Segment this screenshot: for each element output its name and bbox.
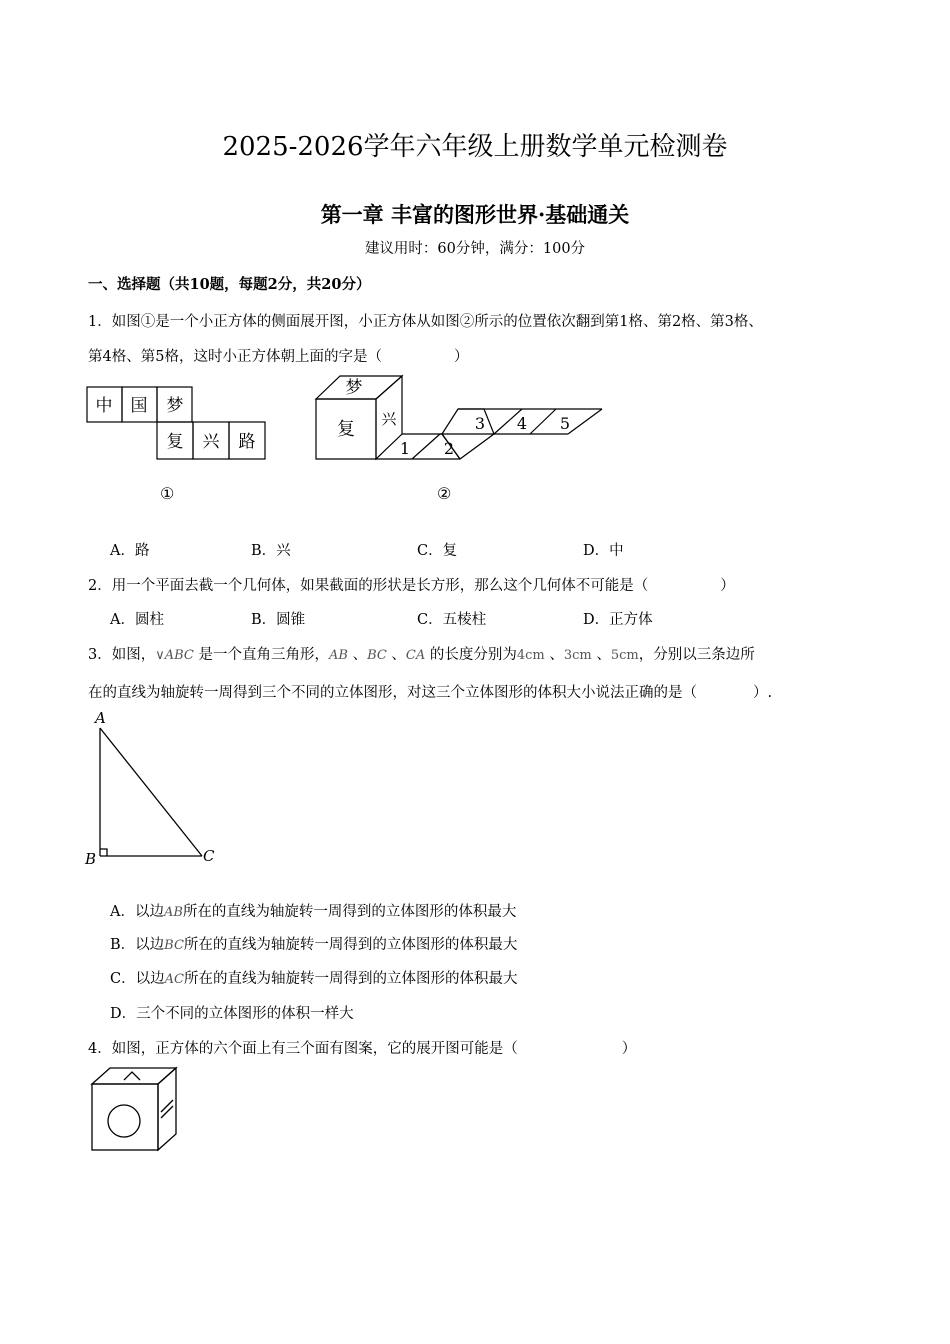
- q3-sep: 、: [352, 647, 368, 663]
- q1-option-c[interactable]: C．复: [417, 543, 458, 559]
- question-1-line-1: 1．如图①是一个小正方体的侧面展开图，小正方体从如图②所示的位置依次翻到第1格、第2格、第3格、: [88, 314, 763, 330]
- option-prefix: C．以边: [110, 971, 165, 987]
- math-abc: ABC: [164, 648, 194, 663]
- question-4-text: [88, 1037, 636, 1058]
- option-math: AC: [164, 972, 184, 987]
- q3-text: 在的直线为轴旋转一周得到三个不同的立体图形，对这三个立体图形的体积大小说法正确的是（: [88, 685, 697, 701]
- length-bc: 3cm: [563, 648, 592, 663]
- stripe-pattern-icon: [161, 1100, 173, 1112]
- q2-option-a[interactable]: A．圆柱: [110, 612, 164, 628]
- question-1-bracket: ）: [453, 349, 469, 365]
- question-2-prompt: 2．用一个平面去截一个几何体，如果截面的形状是长方形，那么这个几何体不可能是（: [88, 578, 649, 594]
- question-2-bracket: ）: [720, 578, 735, 594]
- q3-text: 是一个直角三角形，: [198, 647, 329, 663]
- patterned-cube-figure: [88, 1066, 182, 1154]
- chevron-pattern-icon: [124, 1072, 140, 1080]
- option-prefix: A．以边: [110, 904, 164, 920]
- q2-option-c[interactable]: C．五棱柱: [417, 612, 487, 628]
- cube-front-text: 复: [337, 419, 355, 440]
- stripe-pattern-icon: [161, 1106, 173, 1118]
- circle-pattern-icon: [108, 1105, 140, 1137]
- option-math: BC: [164, 938, 184, 953]
- q3-option-b[interactable]: [110, 933, 517, 954]
- q3-option-c[interactable]: [110, 967, 517, 988]
- q3-option-d[interactable]: [110, 1002, 354, 1023]
- option-text: D．三个不同的立体图形的体积一样大: [110, 1006, 354, 1022]
- vertex-label-a: A: [95, 709, 106, 727]
- net-cell-text: 路: [238, 432, 256, 452]
- net-cell-text: 复: [166, 432, 184, 452]
- net-cell-text: 国: [130, 396, 148, 416]
- option-math: AB: [163, 905, 183, 920]
- length-ab: 4cm: [516, 648, 545, 663]
- question-1-line-2: [88, 345, 468, 366]
- q1-option-b[interactable]: B．兴: [251, 543, 291, 559]
- section-heading-multiple-choice: 一、选择题（共10题，每题2分，共20分）: [88, 276, 371, 293]
- q3-sep: 、: [391, 647, 406, 663]
- question-3-line-2: [88, 681, 772, 702]
- q2-option-b[interactable]: B．圆锥: [251, 612, 306, 628]
- track-cell-number: 3: [474, 414, 486, 433]
- q3-text: 的长度分别为: [429, 647, 517, 663]
- net-cell-text: 梦: [166, 396, 184, 416]
- question-4-prompt: 4．如图，正方体的六个面上有三个面有图案，它的展开图可能是（: [88, 1041, 518, 1057]
- q1-option-a[interactable]: A．路: [110, 543, 150, 559]
- track-cell-number: 2: [443, 439, 455, 458]
- length-ca: 5cm: [610, 648, 639, 663]
- q3-sep: 、: [549, 647, 564, 663]
- option-text: 所在的直线为轴旋转一周得到的立体图形的体积最大: [182, 904, 517, 920]
- math-ca: CA: [405, 648, 426, 663]
- option-prefix: B．以边: [110, 937, 165, 953]
- track-cell-number: 5: [559, 414, 571, 433]
- option-text: 所在的直线为轴旋转一周得到的立体图形的体积最大: [183, 937, 518, 953]
- question-1-text: 第4格、第5格，这时小正方体朝上面的字是（: [88, 349, 382, 365]
- q3-option-a[interactable]: [110, 900, 516, 921]
- question-3-line-1: [88, 643, 755, 664]
- question-4-bracket: ）: [621, 1041, 637, 1057]
- vertex-label-b: B: [85, 850, 97, 868]
- track-cell-number: 1: [399, 439, 411, 458]
- q1-option-d[interactable]: D．中: [583, 543, 624, 559]
- rolling-cube-figure: [312, 374, 608, 464]
- figure-2-caption: ②: [437, 484, 452, 503]
- vertex-label-c: C: [203, 847, 215, 865]
- time-and-score-note: 建议用时：60分钟，满分：100分: [364, 241, 586, 257]
- q3-sep: 、: [596, 647, 611, 663]
- q3-text: ，分别以三条边所: [638, 647, 755, 663]
- net-cell-text: 兴: [202, 432, 220, 452]
- cube-net-figure: [86, 385, 268, 463]
- figure-1-caption: ①: [160, 484, 175, 503]
- exam-title: 2025-2026学年六年级上册数学单元检测卷: [222, 132, 728, 162]
- math-ab: AB: [329, 648, 348, 663]
- track-cell-number: 4: [516, 414, 528, 433]
- option-text: 所在的直线为轴旋转一周得到的立体图形的体积最大: [183, 971, 518, 987]
- cube-side-text: 兴: [381, 410, 397, 428]
- q3-text: 3．如图，: [88, 647, 156, 663]
- chapter-subtitle: 第一章 丰富的图形世界·基础通关: [320, 202, 630, 227]
- question-3-bracket: ）.: [753, 685, 773, 701]
- net-cell-text: 中: [95, 396, 113, 416]
- triangle-symbol: ∨: [155, 648, 165, 663]
- cube-top-text: 梦: [345, 378, 363, 398]
- q2-option-d[interactable]: D．正方体: [583, 612, 653, 628]
- right-triangle-figure: [82, 706, 222, 872]
- math-bc: BC: [367, 648, 387, 663]
- question-2-text: [88, 574, 735, 595]
